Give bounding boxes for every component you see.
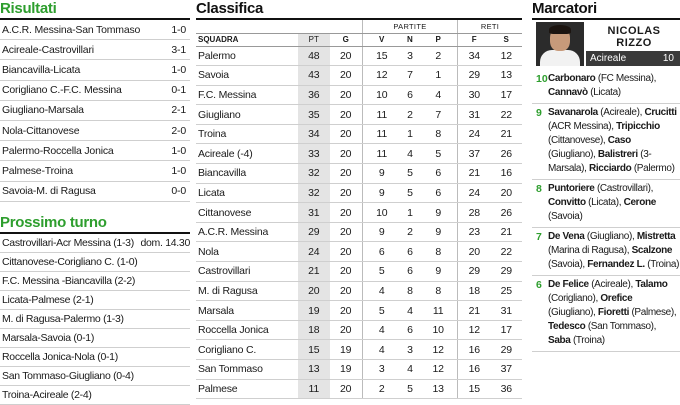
played: 20 (330, 203, 363, 223)
result-row (0, 40, 190, 60)
scorer-team: (Savoia), (548, 259, 588, 270)
goals-against: 20 (490, 183, 522, 203)
table-row (196, 124, 522, 144)
scorer-team: (Castrovillari), (594, 183, 654, 194)
next-match: F.C. Messina -Biancavilla (2-2) (2, 274, 136, 287)
played: 20 (330, 262, 363, 282)
draws: 1 (401, 203, 420, 223)
team-name: Giugliano (196, 105, 298, 125)
draws: 1 (401, 124, 420, 144)
table-row (196, 183, 522, 203)
draws: 4 (401, 144, 420, 164)
table-row (196, 320, 522, 340)
wins: 11 (362, 124, 400, 144)
goals-for: 15 (458, 379, 491, 399)
next-match-row (0, 367, 190, 386)
goals-for: 16 (458, 340, 491, 360)
points: 35 (298, 105, 330, 125)
result-score: 0-1 (171, 84, 186, 97)
goals-for: 21 (458, 164, 491, 184)
team-name: Cittanovese (196, 203, 298, 223)
next-round-title: Prossimo turno (0, 213, 107, 231)
scorer-team: (Licata), (585, 197, 624, 208)
draws: 6 (401, 262, 420, 282)
goals-for: 21 (458, 301, 491, 321)
goals-against: 26 (490, 144, 522, 164)
played: 20 (330, 320, 363, 340)
scorer-name: De Vena (548, 231, 585, 242)
scorer-team: (Giugliano), (548, 307, 598, 318)
draws: 3 (401, 46, 420, 66)
top-scorer-card (532, 22, 680, 66)
points: 32 (298, 183, 330, 203)
scorers-rule (532, 18, 680, 20)
top-scorer-team: Acireale (590, 53, 627, 64)
wins: 2 (362, 379, 400, 399)
scorer-name: Ricciardo (588, 163, 632, 174)
points: 19 (298, 301, 330, 321)
table-row (196, 262, 522, 282)
next-match: Licata-Palmese (2-1) (2, 293, 94, 306)
result-row (0, 101, 190, 121)
scorer-group (532, 180, 680, 228)
goals-against: 26 (490, 203, 522, 223)
next-match: Troina-Acireale (2-4) (2, 388, 92, 401)
scorer-name: Balistreri (597, 149, 638, 160)
goals-against: 29 (490, 340, 522, 360)
draws: 6 (401, 85, 420, 105)
goals-for: 34 (458, 46, 491, 66)
scorer-team: (Giugliano), (584, 231, 637, 242)
result-score: 0-0 (171, 185, 186, 198)
standings-column (196, 0, 522, 399)
scorer-names (548, 182, 680, 224)
wins: 9 (362, 183, 400, 203)
next-time: dom. 14.30 (140, 236, 190, 249)
top-scorer-goals: 10 (662, 53, 674, 64)
draws: 3 (401, 340, 420, 360)
table-row (196, 360, 522, 380)
scorer-name: Carbonaro (548, 73, 596, 84)
result-row (0, 182, 190, 202)
scorer-name: Scalzone (631, 245, 673, 256)
goals-for: 24 (458, 124, 491, 144)
next-match-row (0, 234, 190, 253)
wins: 6 (362, 242, 400, 262)
points: 34 (298, 124, 330, 144)
draws: 6 (401, 242, 420, 262)
points: 48 (298, 46, 330, 66)
draws: 2 (401, 105, 420, 125)
table-row (196, 164, 522, 184)
standings-column-header (196, 33, 522, 46)
scorer-name: Mistretta (636, 231, 676, 242)
result-score: 1-0 (171, 23, 186, 36)
left-column (0, 0, 190, 405)
scorer-names (548, 106, 680, 176)
wins: 5 (362, 301, 400, 321)
scorer-team: (Cittanovese), (548, 135, 608, 146)
result-score: 2-0 (171, 124, 186, 137)
goals-against: 17 (490, 85, 522, 105)
team-name: Biancavilla (196, 164, 298, 184)
scorer-team: (Troina) (570, 335, 605, 346)
scorer-name: Tedesco (548, 321, 586, 332)
column-header-squadra: SQUADRA (196, 33, 298, 46)
goals-against: 16 (490, 164, 522, 184)
goals-for: 29 (458, 66, 491, 86)
table-row (196, 301, 522, 321)
team-name: Castrovillari (196, 262, 298, 282)
goals-against: 22 (490, 105, 522, 125)
goals-against: 22 (490, 242, 522, 262)
goals-against: 25 (490, 281, 522, 301)
column-header-p: P (419, 33, 457, 46)
table-row (196, 105, 522, 125)
losses: 4 (419, 85, 457, 105)
next-match: Marsala-Savoia (0-1) (2, 331, 95, 344)
scorer-goals: 9 (536, 107, 542, 119)
result-match: Giugliano-Marsala (2, 104, 84, 117)
scorer-team: (Troina) (644, 259, 680, 270)
scorer-name: Fioretti (597, 307, 630, 318)
next-match: Castrovillari-Acr Messina (1-3) (2, 236, 134, 249)
losses: 9 (419, 262, 457, 282)
group-reti: RETI (458, 20, 522, 33)
goals-for: 31 (458, 105, 491, 125)
team-name: M. di Ragusa (196, 281, 298, 301)
played: 20 (330, 46, 363, 66)
table-row (196, 340, 522, 360)
wins: 9 (362, 222, 400, 242)
table-row (196, 46, 522, 66)
next-match-row (0, 291, 190, 310)
losses: 5 (419, 144, 457, 164)
draws: 7 (401, 66, 420, 86)
scorer-name: Orefice (600, 293, 633, 304)
results-title: Risultati (0, 0, 57, 17)
column-header-s: S (490, 33, 522, 46)
played: 20 (330, 281, 363, 301)
table-row (196, 242, 522, 262)
column-header-n: N (401, 33, 420, 46)
draws: 4 (401, 301, 420, 321)
draws: 8 (401, 281, 420, 301)
wins: 3 (362, 360, 400, 380)
result-row (0, 20, 190, 40)
scorer-team: (Palmese), (629, 307, 677, 318)
team-name: A.C.R. Messina (196, 222, 298, 242)
next-match-row (0, 253, 190, 272)
scorer-goals: 7 (536, 231, 542, 243)
result-score: 3-1 (171, 43, 186, 56)
result-row (0, 81, 190, 101)
team-name: Licata (196, 183, 298, 203)
next-match: San Tommaso-Giugliano (0-4) (2, 369, 134, 382)
draws: 6 (401, 320, 420, 340)
result-match: Nola-Cittanovese (2, 124, 80, 137)
result-match: Corigliano C.-F.C. Messina (2, 84, 122, 97)
scorer-goals: 10 (536, 73, 548, 85)
played: 20 (330, 105, 363, 125)
scorer-name: Talamo (635, 279, 668, 290)
points: 20 (298, 281, 330, 301)
table-row (196, 379, 522, 399)
result-score: 1-0 (171, 144, 186, 157)
result-row (0, 161, 190, 181)
top-scorer-first-name: NICOLAS (607, 25, 661, 37)
wins: 4 (362, 320, 400, 340)
table-row (196, 222, 522, 242)
scorer-team: (Licata) (587, 87, 621, 98)
losses: 13 (419, 379, 457, 399)
standings-table (196, 20, 522, 399)
table-row (196, 66, 522, 86)
scorer-team: (3-Marsala), (548, 149, 652, 174)
points: 32 (298, 164, 330, 184)
played: 20 (330, 124, 363, 144)
scorer-name: Tripicchio (616, 121, 660, 132)
goals-against: 21 (490, 124, 522, 144)
column-header-f: F (458, 33, 491, 46)
played: 20 (330, 85, 363, 105)
team-name: Marsala (196, 301, 298, 321)
team-name: Palermo (196, 46, 298, 66)
points: 24 (298, 242, 330, 262)
top-scorer-name (590, 25, 678, 49)
team-name: Acireale (-4) (196, 144, 298, 164)
next-match-row (0, 386, 190, 405)
draws: 5 (401, 183, 420, 203)
goals-for: 30 (458, 85, 491, 105)
team-name: Savoia (196, 66, 298, 86)
scorers-column (532, 0, 680, 346)
result-score: 2-1 (171, 104, 186, 117)
scorer-name: Puntoriere (548, 183, 595, 194)
column-header-v: V (362, 33, 400, 46)
losses: 7 (419, 105, 457, 125)
scorer-team: (Savoia) (548, 211, 583, 222)
goals-against: 21 (490, 222, 522, 242)
losses: 6 (419, 183, 457, 203)
top-scorer-last-name: RIZZO (616, 37, 652, 49)
points: 18 (298, 320, 330, 340)
next-match: Cittanovese-Corigliano C. (1-0) (2, 255, 138, 268)
wins: 15 (362, 46, 400, 66)
goals-against: 13 (490, 66, 522, 86)
goals-against: 29 (490, 262, 522, 282)
scorer-group (532, 70, 680, 104)
scorer-team: (Palermo) (631, 163, 675, 174)
team-name: Corigliano C. (196, 340, 298, 360)
scorer-group (532, 228, 680, 276)
scorer-team: (Acireale), (597, 107, 645, 118)
points: 43 (298, 66, 330, 86)
points: 13 (298, 360, 330, 380)
result-match: Biancavilla-Licata (2, 63, 81, 76)
losses: 8 (419, 281, 457, 301)
points: 21 (298, 262, 330, 282)
wins: 11 (362, 105, 400, 125)
next-match: M. di Ragusa-Palermo (1-3) (2, 312, 124, 325)
scorer-names (548, 72, 680, 100)
result-score: 1-0 (171, 164, 186, 177)
scorer-name: Cannavò (548, 87, 588, 98)
points: 11 (298, 379, 330, 399)
draws: 5 (401, 164, 420, 184)
played: 19 (330, 360, 363, 380)
wins: 11 (362, 144, 400, 164)
result-match: Palmese-Troina (2, 164, 73, 177)
scorer-team: (ACR Messina), (548, 121, 617, 132)
column-header-pt: PT (298, 33, 330, 46)
scorer-name: Caso (607, 135, 631, 146)
goals-against: 37 (490, 360, 522, 380)
wins: 4 (362, 340, 400, 360)
group-partite: PARTITE (362, 20, 457, 33)
scorer-name: Saba (548, 335, 571, 346)
table-row (196, 203, 522, 223)
goals-for: 12 (458, 320, 491, 340)
goals-against: 31 (490, 301, 522, 321)
result-match: Palermo-Roccella Jonica (2, 144, 114, 157)
goals-for: 37 (458, 144, 491, 164)
points: 15 (298, 340, 330, 360)
wins: 10 (362, 85, 400, 105)
wins: 12 (362, 66, 400, 86)
scorers-list (532, 70, 680, 352)
played: 20 (330, 242, 363, 262)
result-row (0, 121, 190, 141)
result-match: Savoia-M. di Ragusa (2, 185, 96, 198)
losses: 9 (419, 203, 457, 223)
losses: 12 (419, 340, 457, 360)
scorer-group (532, 104, 680, 180)
goals-for: 18 (458, 281, 491, 301)
played: 20 (330, 379, 363, 399)
scorer-goals: 8 (536, 183, 542, 195)
scorer-group (532, 276, 680, 352)
scorer-team: (Acireale), (588, 279, 636, 290)
wins: 10 (362, 203, 400, 223)
played: 20 (330, 183, 363, 203)
scorer-names (548, 230, 680, 272)
played: 20 (330, 222, 363, 242)
scorer-name: Savanarola (548, 107, 598, 118)
result-score: 1-0 (171, 63, 186, 76)
losses: 8 (419, 124, 457, 144)
draws: 2 (401, 222, 420, 242)
draws: 4 (401, 360, 420, 380)
wins: 4 (362, 281, 400, 301)
team-name: Roccella Jonica (196, 320, 298, 340)
losses: 6 (419, 164, 457, 184)
goals-for: 24 (458, 183, 491, 203)
losses: 8 (419, 242, 457, 262)
table-row (196, 281, 522, 301)
next-match-row (0, 272, 190, 291)
column-header-g: G (330, 33, 363, 46)
standings-group-header (196, 20, 522, 33)
table-row (196, 144, 522, 164)
team-name: Nola (196, 242, 298, 262)
losses: 11 (419, 301, 457, 321)
scorer-name: Crucitti (644, 107, 677, 118)
team-name: Palmese (196, 379, 298, 399)
goals-for: 23 (458, 222, 491, 242)
scorers-title: Marcatori (532, 0, 597, 17)
top-scorer-bar (586, 51, 680, 66)
goals-for: 29 (458, 262, 491, 282)
points: 29 (298, 222, 330, 242)
scorer-name: Fernandez L. (587, 259, 645, 270)
team-name: Troina (196, 124, 298, 144)
losses: 10 (419, 320, 457, 340)
result-row (0, 141, 190, 161)
result-match: A.C.R. Messina-San Tommaso (2, 23, 141, 36)
goals-for: 28 (458, 203, 491, 223)
losses: 12 (419, 360, 457, 380)
scorer-team: (FC Messina), (595, 73, 657, 84)
played: 20 (330, 66, 363, 86)
goals-for: 16 (458, 360, 491, 380)
next-match-row (0, 310, 190, 329)
played: 20 (330, 164, 363, 184)
scorer-name: De Felice (548, 279, 589, 290)
played: 20 (330, 144, 363, 164)
table-row (196, 85, 522, 105)
standings-body (196, 46, 522, 399)
wins: 9 (362, 164, 400, 184)
team-name: F.C. Messina (196, 85, 298, 105)
points: 36 (298, 85, 330, 105)
played: 19 (330, 340, 363, 360)
losses: 9 (419, 222, 457, 242)
scorer-name: Cerone (623, 197, 656, 208)
goals-against: 17 (490, 320, 522, 340)
losses: 2 (419, 46, 457, 66)
next-match-row (0, 348, 190, 367)
result-row (0, 60, 190, 80)
scorer-name: Convitto (548, 197, 586, 208)
scorer-team: (Marina di Ragusa), (548, 245, 632, 256)
played: 20 (330, 301, 363, 321)
next-match-row (0, 329, 190, 348)
points: 31 (298, 203, 330, 223)
scorer-goals: 6 (536, 279, 542, 291)
scorer-names (548, 278, 680, 348)
scorer-team: (Giugliano), (548, 149, 598, 160)
draws: 5 (401, 379, 420, 399)
next-round-list (0, 234, 190, 405)
losses: 1 (419, 66, 457, 86)
goals-against: 36 (490, 379, 522, 399)
standings-title: Classifica (196, 0, 264, 17)
scorer-team: (San Tommaso), (585, 321, 657, 332)
result-match: Acireale-Castrovillari (2, 43, 94, 56)
goals-for: 20 (458, 242, 491, 262)
team-name: San Tommaso (196, 360, 298, 380)
goals-against: 12 (490, 46, 522, 66)
scorer-team: (Corigliano), (548, 293, 601, 304)
wins: 5 (362, 262, 400, 282)
points: 33 (298, 144, 330, 164)
player-photo (536, 22, 584, 66)
next-match: Roccella Jonica-Nola (0-1) (2, 350, 118, 363)
results-list (0, 20, 190, 202)
